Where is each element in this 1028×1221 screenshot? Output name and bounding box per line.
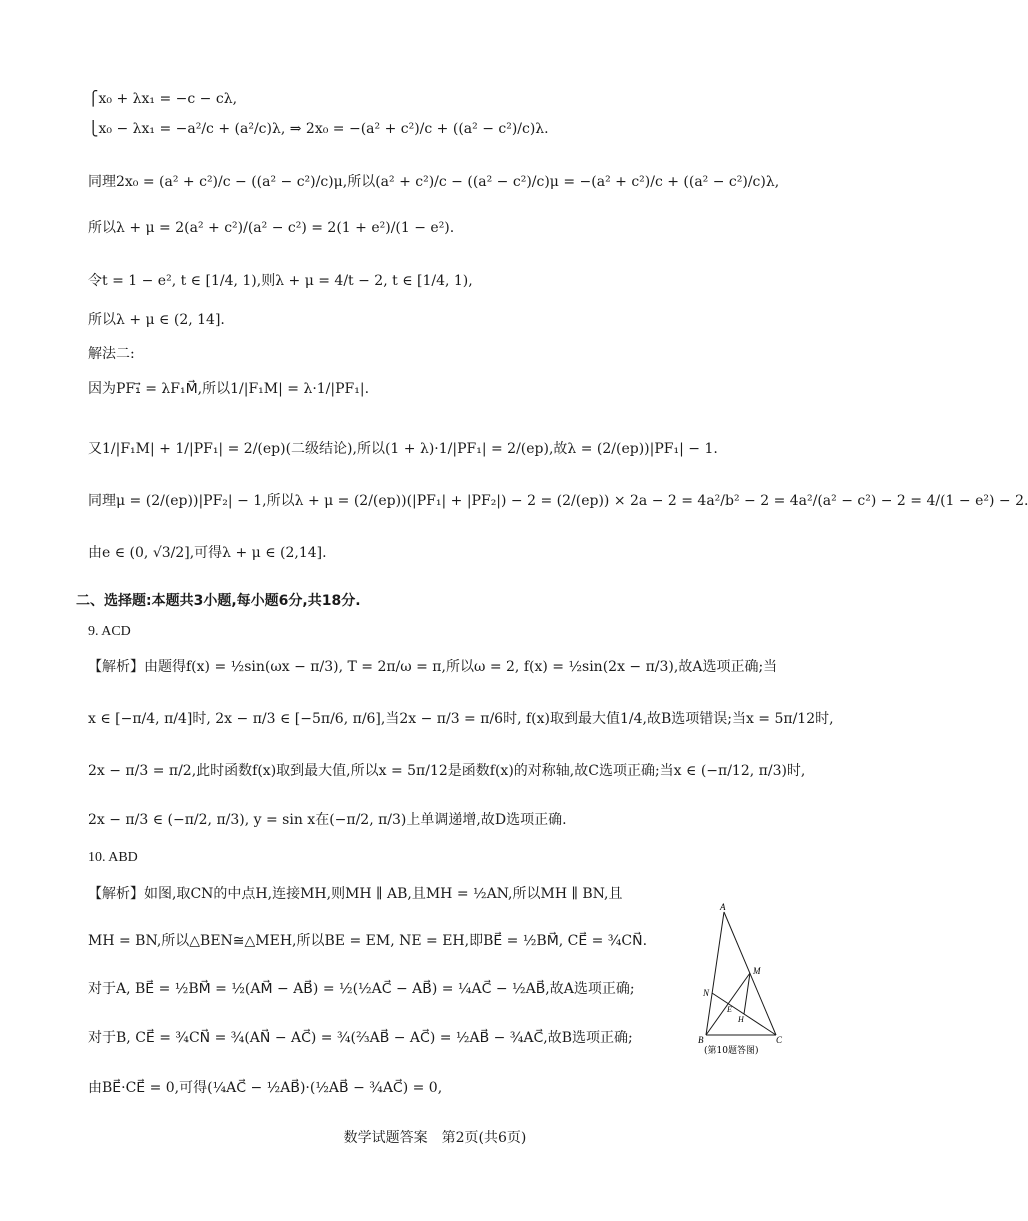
text-line-21: 对于A, BE⃗ = ½BM⃗ = ½(AM⃗ − AB⃗) = ½(½AC⃗ − AB⃗) = ¼AC⃗ − ½AB⃗,故A选项正确; — [88, 981, 635, 997]
text-line-8: 因为PF₁⃗ = λF₁M⃗,所以1/|F₁M| = λ·1/|PF₁|. — [88, 381, 370, 397]
label-b: B — [698, 1035, 704, 1045]
text-line-17: 2x − π/3 ∈ (−π/2, π/3), y = sin x在(−π/2, π/3)上单调递增,故D选项正确. — [88, 812, 567, 828]
text-line-20: MH = BN,所以△BEN≅△MEH,所以BE = EM, NE = EH,即BE⃗ = ½BM⃗, CE⃗ = ¾CN⃗. — [88, 933, 648, 949]
text-line-4: 所以λ + μ = 2(a² + c²)/(a² − c²) = 2(1 + e²)/(1 − e²). — [88, 220, 455, 236]
label-e: E — [727, 1005, 732, 1014]
segment-ab — [706, 912, 724, 1035]
label-c: C — [776, 1035, 783, 1045]
text-line-1: ⎧x₀ + λx₁ = −c − cλ, — [88, 91, 238, 107]
label-a: A — [720, 902, 726, 912]
text-line-22: 对于B, CE⃗ = ¾CN⃗ = ¾(AN⃗ − AC⃗) = ¾(⅔AB⃗ − AC⃗) = ½AB⃗ − ¾AC⃗,故B选项正确; — [88, 1030, 633, 1046]
label-h: H — [738, 1015, 744, 1024]
text-line-23: 由BE⃗·CE⃗ = 0,可得(¼AC⃗ − ½AB⃗)·(½AB⃗ − ¾AC⃗) = 0, — [88, 1080, 443, 1096]
label-n: N — [703, 988, 710, 998]
text-line-3: 同理2x₀ = (a² + c²)/c − ((a² − c²)/c)μ,所以(a² + c²)/c − ((a² − c²)/c)μ = −(a² + c²)/c + ((a² − c²)/c)λ, — [88, 174, 780, 190]
text-line-19: 【解析】如图,取CN的中点H,连接MH,则MH ∥ AB,且MH = ½AN,所以MH ∥ BN,且 — [88, 886, 623, 902]
text-line-2: ⎩x₀ − λx₁ = −a²/c + (a²/c)λ, ⇒ 2x₀ = −(a² + c²)/c + ((a² − c²)/c)λ. — [88, 121, 549, 137]
section-heading: 二、选择题:本题共3小题,每小题6分,共18分. — [76, 593, 361, 609]
text-line-10: 同理μ = (2/(ep))|PF₂| − 1,所以λ + μ = (2/(ep))(|PF₁| + |PF₂|) − 2 = (2/(ep)) × 2a − 2 = 4a²/b² − 2 = 4a²/(a² − c²) − 2 = 4/(1 − e²) − 2. — [88, 493, 1028, 509]
text-line-6: 所以λ + μ ∈ (2, 14]. — [88, 312, 225, 328]
triangle-figure — [696, 900, 806, 1055]
page-footer: 数学试题答案 第2页(共6页) — [343, 1130, 527, 1146]
text-line-14: 【解析】由题得f(x) = ½sin(ωx − π/3), T = 2π/ω = π,所以ω = 2, f(x) = ½sin(2x − π/3),故A选项正确;当 — [88, 659, 778, 675]
question-10-answer: 10. ABD — [88, 850, 138, 865]
label-m: M — [753, 966, 761, 976]
text-line-11: 由e ∈ (0, √3/2],可得λ + μ ∈ (2,14]. — [88, 545, 327, 561]
text-line-16: 2x − π/3 = π/2,此时函数f(x)取到最大值,所以x = 5π/12是函数f(x)的对称轴,故C选项正确;当x ∈ (−π/12, π/3)时, — [88, 763, 806, 779]
text-line-7: 解法二: — [88, 346, 135, 362]
text-line-15: x ∈ [−π/4, π/4]时, 2x − π/3 ∈ [−5π/6, π/6],当2x − π/3 = π/6时, f(x)取到最大值1/4,故B选项错误;当x = 5π/12时, — [88, 711, 834, 727]
figure-caption: (第10题答图) — [704, 1046, 759, 1056]
segment-mh — [744, 973, 750, 1014]
text-line-9: 又1/|F₁M| + 1/|PF₁| = 2/(ep)(二级结论),所以(1 + λ)·1/|PF₁| = 2/(ep),故λ = (2/(ep))|PF₁| − 1. — [88, 441, 718, 457]
text-line-5: 令t = 1 − e², t ∈ [1/4, 1),则λ + μ = 4/t − 2, t ∈ [1/4, 1), — [88, 273, 473, 289]
question-9-answer: 9. ACD — [88, 624, 131, 639]
